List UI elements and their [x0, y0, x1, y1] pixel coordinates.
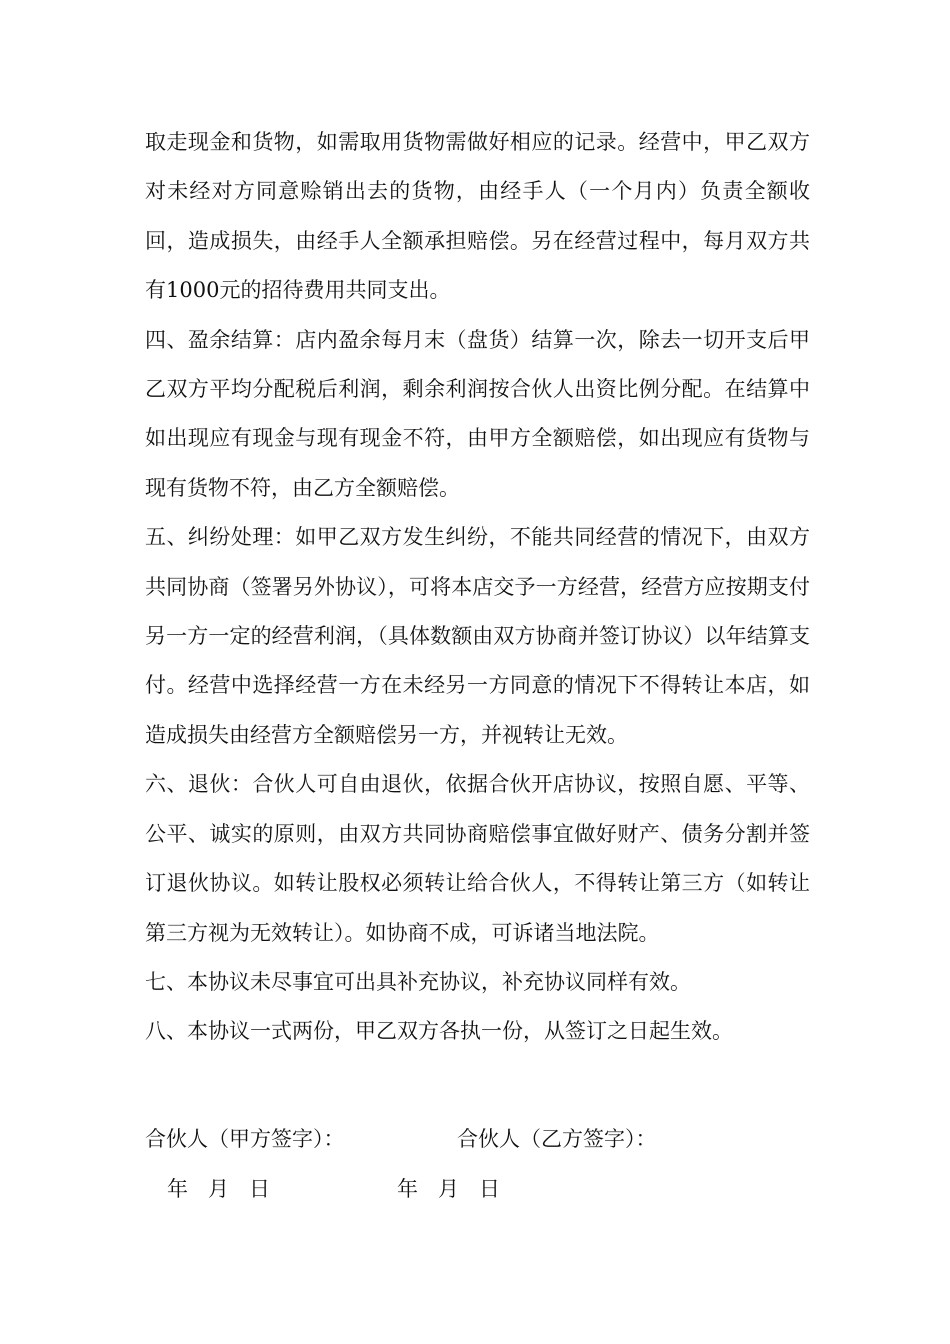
party-a-date: 年 月 日 — [167, 1177, 271, 1201]
paragraph-dispute-handling: 五、纠纷处理：如甲乙双方发生纠纷，不能共同经营的情况下，由双方共同协商（签署另外协议），可将本店交予一方经营，经营方应按期支付另一方一定的经营利润，（具体数额由双方协商并签订协议）以年结算支付。经营中选择经营一方在未经另一方同意的情况下不得转让本店，如造成损失由经营方全额赔偿另一方，并视转让无效。 — [145, 525, 810, 747]
paragraph-supplementary: 七、本协议未尽事宜可出具补充协议，补充协议同样有效。 — [145, 969, 691, 994]
signature-dates-row — [145, 1164, 810, 1214]
agreement-body — [145, 118, 810, 1057]
signature-labels-row — [145, 1114, 810, 1164]
party-a-signature-label: 合伙人（甲方签字）： — [145, 1127, 345, 1151]
paragraph-continuation: 取走现金和货物，如需取用货物需做好相应的记录。经营中，甲乙双方对未经对方同意赊销出去的货物，由经手人（一个月内）负责全额收回，造成损失，由经手人全额承担赔偿。另在经营过程中，每月双方共有1000元的招待费用共同支出。 — [145, 130, 810, 303]
party-b-date: 年 月 日 — [397, 1177, 501, 1201]
paragraph-withdrawal: 六、退伙：合伙人可自由退伙，依据合伙开店协议，按照自愿、平等、公平、诚实的原则，由双方共同协商赔偿事宜做好财产、债务分割并签订退伙协议。如转让股权必须转让给合伙人，不得转让第三方（如转让第三方视为无效转让）。如协商不成，可诉诸当地法院。 — [145, 772, 810, 945]
paragraph-profit-settlement: 四、盈余结算：店内盈余每月末（盘货）结算一次，除去一切开支后甲乙双方平均分配税后利润，剩余利润按合伙人出资比例分配。在结算中如出现应有现金与现有现金不符，由甲方全额赔偿，如出现应有货物与现有货物不符，由乙方全额赔偿。 — [145, 327, 810, 500]
signature-section — [145, 1114, 810, 1214]
party-b-signature-label: 合伙人（乙方签字）： — [457, 1127, 657, 1151]
paragraph-effectiveness: 八、本协议一式两份，甲乙双方各执一份，从签订之日起生效。 — [145, 1019, 733, 1044]
